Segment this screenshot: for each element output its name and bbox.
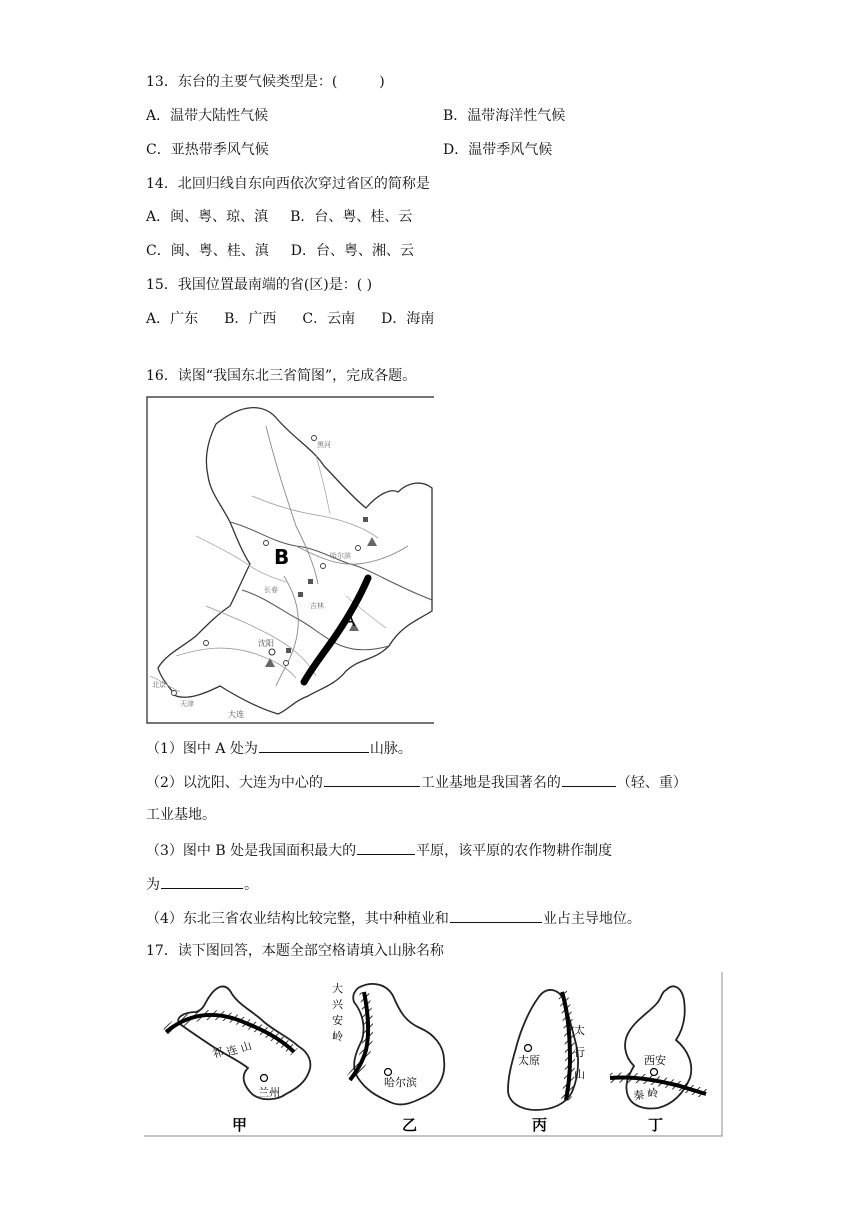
map-label-b: B	[274, 545, 290, 569]
q13-option-d: D．温带季风气候	[443, 142, 553, 158]
mountain-label: 山	[238, 1039, 254, 1055]
mountain-label: 兴	[332, 998, 343, 1011]
panel-label: 乙	[402, 1116, 418, 1134]
map-city: 吉林	[310, 602, 324, 610]
city-label: 西安	[644, 1054, 666, 1067]
q14-option-b: B．台、粤、桂、云	[290, 209, 413, 225]
q16-sub4: （4）东北三省农业结构比较完整，其中种植业和 业占主导地位。	[146, 908, 641, 929]
northeast-china-map	[146, 396, 434, 724]
q15-option-d: D．海南	[381, 311, 435, 327]
city-label: 哈尔滨	[384, 1076, 417, 1089]
mountain-label: 行	[574, 1046, 585, 1059]
q16-stem: 16．读图“我国东北三省简图”，完成各题。	[146, 368, 417, 384]
q14-option-a: A．闽、粤、琼、滇	[146, 209, 269, 225]
q13-option-c: C．亚热带季风气候	[146, 142, 269, 158]
q16-sub3: （3）图中 B 处是我国面积最大的 平原，该平原的农作物耕作制度	[146, 840, 612, 861]
panel-label: 甲	[232, 1116, 248, 1134]
map-city: 沈阳	[258, 639, 274, 648]
q14-stem: 14．北回归线自东向西依次穿过省区的简称是	[146, 176, 430, 192]
answer-blank[interactable]	[324, 772, 420, 787]
map-city: 长春	[264, 586, 278, 594]
q13-option-b: B．温带海洋性气候	[443, 108, 566, 124]
answer-blank[interactable]	[357, 840, 415, 855]
mountain-label: 连	[224, 1043, 240, 1059]
map-city: 北京	[152, 681, 166, 689]
map-city: 天津	[180, 700, 194, 708]
answer-blank[interactable]	[259, 738, 369, 753]
answer-blank[interactable]	[450, 908, 542, 923]
q17-stem: 17．读下图回答，本题全部空格请填入山脉名称	[146, 943, 444, 959]
q13-stem: 13．东台的主要气候类型是：( )	[146, 74, 385, 90]
map-city: 黑河	[317, 441, 331, 449]
mountain-label: 太	[574, 1024, 585, 1037]
city-label: 兰州	[258, 1086, 280, 1099]
panel-label: 丙	[532, 1116, 548, 1134]
q16-sub2: （2）以沈阳、大连为中心的 工业基地是我国著名的 （轻、重）	[146, 772, 687, 793]
panel-label: 丁	[648, 1116, 664, 1134]
city-label: 太原	[518, 1054, 540, 1067]
q15-options	[146, 309, 434, 329]
mountain-label: 祁	[210, 1045, 226, 1061]
mountain-figure	[144, 972, 724, 1142]
q14-option-c: C．闽、粤、桂、滇	[146, 243, 269, 259]
map-label-a: A	[343, 610, 356, 631]
q13-option-a: A．温带大陆性气候	[146, 108, 269, 124]
mountain-label: 秦	[632, 1088, 646, 1103]
answer-blank[interactable]	[161, 874, 243, 889]
mountain-label: 大	[332, 982, 343, 995]
q15-stem: 15．我国位置最南端的省(区)是：( )	[146, 277, 373, 293]
q16-sub1: （1）图中 A 处为 山脉。	[146, 738, 412, 759]
q15-option-b: B．广西	[224, 311, 277, 327]
q15-option-c: C．云南	[302, 311, 356, 327]
q14-option-d: D．台、粤、湘、云	[290, 243, 414, 259]
mountain-label: 岭	[646, 1086, 660, 1101]
answer-blank[interactable]	[562, 772, 616, 787]
q14-options-row2	[146, 241, 414, 261]
map-city: 大连	[228, 710, 244, 719]
q16-sub3-line2: 为 。	[146, 874, 258, 895]
mountain-label: 安	[332, 1014, 343, 1027]
q14-options-row1	[146, 207, 412, 227]
mountain-label: 山	[574, 1068, 585, 1081]
map-city: 哈尔滨	[330, 552, 351, 560]
mountain-label: 岭	[332, 1030, 343, 1043]
q16-sub2-line2: 工业基地。	[146, 807, 216, 823]
q15-option-a: A．广东	[146, 311, 199, 327]
